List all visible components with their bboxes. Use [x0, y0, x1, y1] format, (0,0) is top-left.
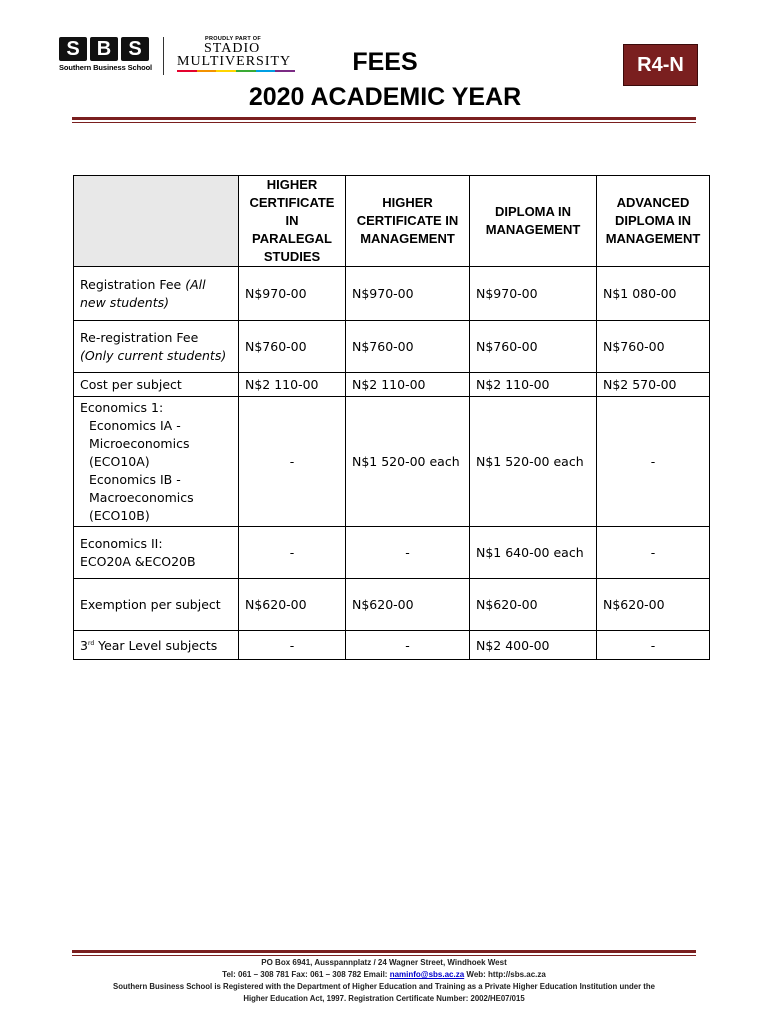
fee-cell: - [239, 527, 346, 579]
fee-cell: N$620-00 [597, 579, 710, 631]
column-header: HIGHER CERTIFICATE IN PARALEGAL STUDIES [239, 176, 346, 267]
title-line-2: 2020 ACADEMIC YEAR [248, 83, 522, 111]
fee-cell: - [346, 527, 470, 579]
header-rule [72, 117, 696, 120]
footer-address: PO Box 6941, Ausspannplatz / 24 Wagner Street, Windhoek West [261, 958, 507, 967]
color-bar-segment [197, 70, 217, 72]
fee-cell: N$1 520-00 each [346, 397, 470, 527]
fee-cell: - [597, 397, 710, 527]
logo-divider [163, 37, 164, 75]
table-row [74, 267, 710, 321]
fee-cell: N$760-00 [597, 321, 710, 373]
sbs-logo-letter: B [90, 37, 118, 61]
footer-registration-2: Higher Education Act, 1997. Registration Certificate Number: 2002/HE07/015 [243, 994, 525, 1003]
fee-cell: N$620-00 [346, 579, 470, 631]
color-bar-segment [177, 70, 197, 72]
sbs-logo [59, 37, 151, 72]
row-label: Cost per subject [74, 373, 239, 397]
sbs-logo-subtitle: Southern Business School [59, 63, 153, 72]
header-rule-thin [72, 122, 696, 123]
stadio-subname: MULTIVERSITY [177, 54, 292, 69]
row-label-text: Re-registration Fee [80, 329, 199, 345]
fee-cell: N$620-00 [470, 579, 597, 631]
footer-rule-thin [72, 955, 696, 956]
fee-cell: N$2 400-00 [470, 631, 597, 660]
row-label [74, 397, 239, 527]
fee-cell: - [597, 527, 710, 579]
fee-cell: N$760-00 [239, 321, 346, 373]
fee-cell: N$620-00 [239, 579, 346, 631]
document-code-badge: R4-N [623, 44, 698, 86]
column-header: DIPLOMA IN MANAGEMENT [470, 176, 597, 267]
fee-cell: - [597, 631, 710, 660]
fee-cell: - [239, 397, 346, 527]
fee-cell: - [346, 631, 470, 660]
row-sublabel: Microeconomics [89, 435, 190, 451]
row-sublabel: Macroeconomics [89, 489, 194, 505]
row-label-ordinal: rd [87, 639, 95, 647]
fee-cell: N$2 110-00 [346, 373, 470, 397]
row-label-num: 3 [80, 638, 88, 654]
row-label-text: Economics II: [80, 535, 163, 551]
fee-cell: N$970-00 [470, 267, 597, 321]
row-label-note: (All new students) [80, 276, 206, 310]
fee-cell: N$970-00 [346, 267, 470, 321]
fee-cell: N$2 110-00 [470, 373, 597, 397]
row-label [74, 321, 239, 373]
footer-contact [60, 970, 708, 979]
row-label-text: Year Level subjects [94, 638, 218, 654]
row-label [74, 527, 239, 579]
row-label [74, 631, 239, 660]
row-sublabel: Economics IA - [89, 417, 181, 433]
table-row [74, 527, 710, 579]
fee-cell: N$970-00 [239, 267, 346, 321]
footer-phone: Tel: 061 – 308 781 Fax: 061 – 308 782 Email: [222, 970, 390, 979]
stadio-tagline: PROUDLY PART OF [205, 36, 262, 42]
row-label [74, 267, 239, 321]
fees-table [73, 175, 710, 660]
column-header: ADVANCED DIPLOMA IN MANAGEMENT [597, 176, 710, 267]
table-row [74, 631, 710, 660]
fee-cell: N$760-00 [470, 321, 597, 373]
row-sublabel: (ECO10A) [89, 453, 150, 469]
sbs-logo-letter: S [59, 37, 87, 61]
footer-registration: Southern Business School is Registered with the Department of Higher Education and Training as a Private Higher Education Institution under the [113, 982, 655, 991]
fee-cell: N$1 640-00 each [470, 527, 597, 579]
stadio-name: STADIO [204, 41, 261, 56]
fee-cell: N$2 110-00 [239, 373, 346, 397]
table-header-row [74, 176, 710, 267]
fee-cell: N$1 080-00 [597, 267, 710, 321]
table-row [74, 321, 710, 373]
sbs-logo-letter: S [121, 37, 149, 61]
header-blank-cell [74, 176, 239, 267]
fee-cell: N$760-00 [346, 321, 470, 373]
table-row [74, 373, 710, 397]
row-sublabel: Economics IB - [89, 471, 181, 487]
row-label-text: Registration Fee [80, 276, 186, 292]
fee-cell: - [239, 631, 346, 660]
footer-rule [72, 950, 696, 953]
row-sublabel: ECO20A &ECO20B [80, 553, 196, 569]
row-label: Exemption per subject [74, 579, 239, 631]
page-title [230, 45, 540, 115]
fee-cell: N$2 570-00 [597, 373, 710, 397]
row-sublabel: (ECO10B) [89, 507, 150, 523]
footer-email-link[interactable]: naminfo@sbs.ac.za [389, 970, 465, 979]
table-row [74, 397, 710, 527]
fee-cell: N$1 520-00 each [470, 397, 597, 527]
footer-web: Web: http://sbs.ac.za [464, 970, 546, 979]
table-row [74, 579, 710, 631]
column-header: HIGHER CERTIFICATE IN MANAGEMENT [346, 176, 470, 267]
row-label-text: Economics 1: [80, 399, 164, 415]
title-line-1: FEES [352, 48, 418, 76]
row-label-note: (Only current students) [80, 347, 227, 363]
